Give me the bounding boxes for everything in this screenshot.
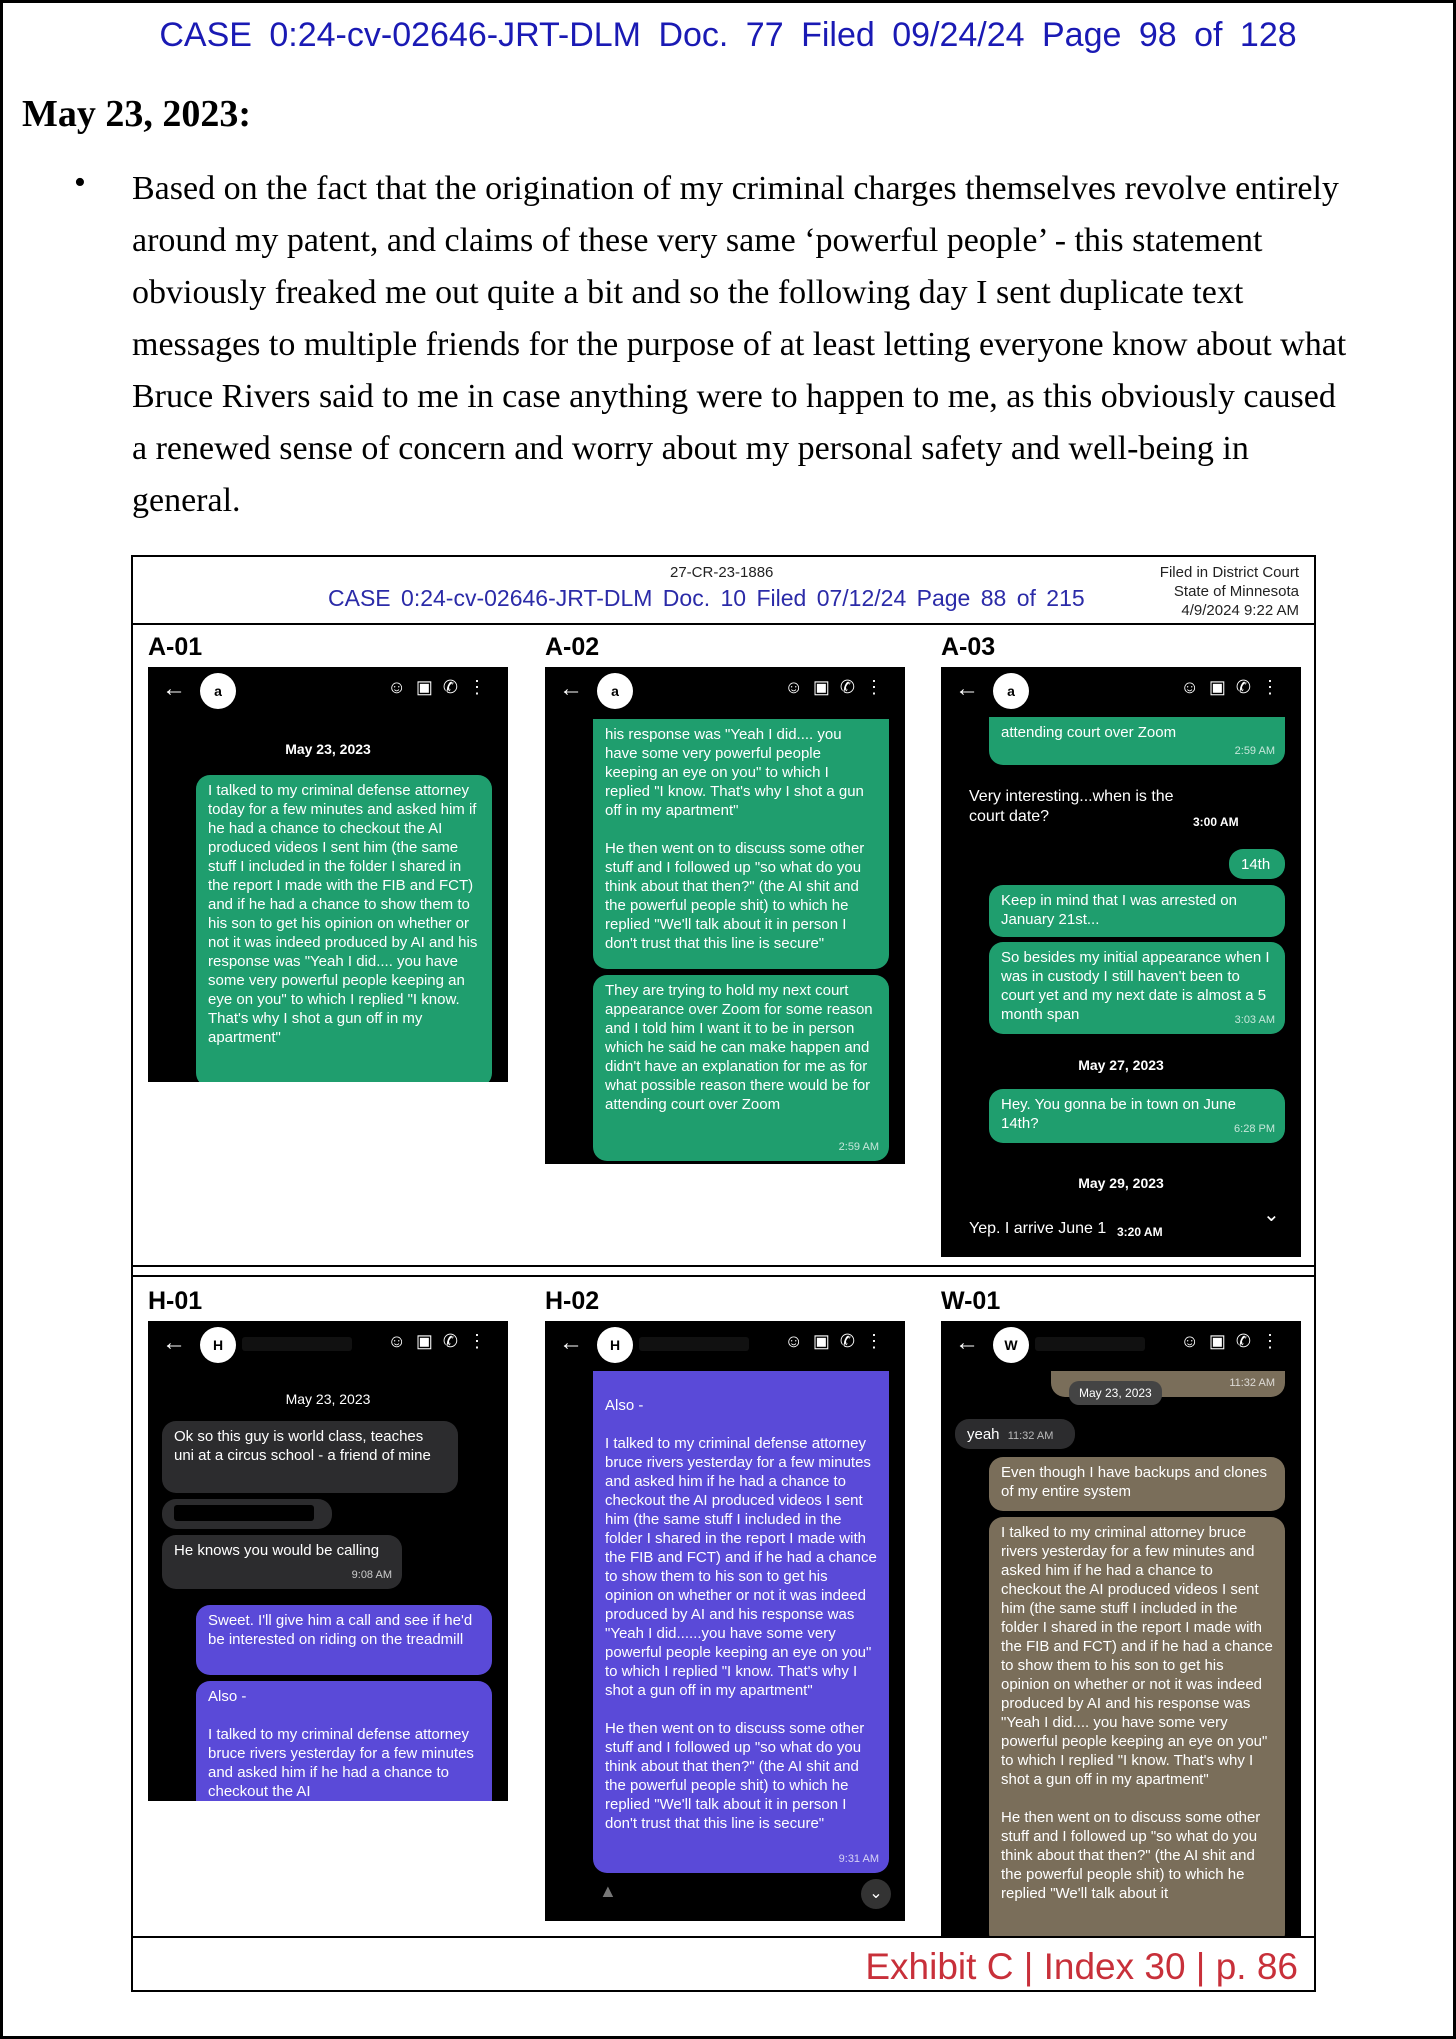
screenshot-h02 xyxy=(545,1321,905,1921)
message-text: They are trying to hold my next court appearance over Zoom for some reason and I told him I want it to be in person which he said he can make happen and didn't have an explanation for me as for what possible reason there would be for attending court over Zoom xyxy=(605,982,873,1113)
paragraph-line: Bruce Rivers said to me in case anything were to happen to me, as this obviously caused xyxy=(132,378,1336,415)
received-message: Yep. I arrive June 1 xyxy=(969,1220,1107,1237)
redacted-name xyxy=(1035,1337,1145,1351)
chat-topbar xyxy=(148,1321,508,1369)
message-bubble xyxy=(989,717,1285,765)
panel-label: A-01 xyxy=(148,633,203,661)
back-arrow-icon: ← xyxy=(162,675,186,702)
avatar: H xyxy=(200,1327,236,1363)
screenshot-h01 xyxy=(148,1321,508,1801)
call-icons: ☺▣✆⋮ xyxy=(784,677,893,697)
chat-topbar xyxy=(148,667,508,715)
message-text: So besides my initial appearance when I was in custody I still haven't been to court yet and my next date is almost a 5 month span xyxy=(1001,949,1270,1023)
paragraph-line: general. xyxy=(132,482,241,519)
message-bubble xyxy=(989,1089,1285,1143)
call-icons: ☺▣✆⋮ xyxy=(387,677,496,697)
avatar: H xyxy=(597,1327,633,1363)
paragraph-line: a renewed sense of concern and worry about my personal safety and well-being in xyxy=(132,430,1249,467)
message-bubble: Keep in mind that I was arrested on January 21st... xyxy=(989,885,1285,937)
panel-label: H-01 xyxy=(148,1287,203,1315)
exhibit-footer xyxy=(133,1940,1314,1992)
exhibit-index-label: Exhibit C | Index 30 | p. 86 xyxy=(865,1946,1298,1987)
message-time: 9:08 AM xyxy=(351,1569,392,1581)
paragraph-line: Based on the fact that the origination of my criminal charges themselves revolve entirely xyxy=(132,170,1339,207)
back-arrow-icon: ← xyxy=(955,675,979,702)
scroll-down-icon[interactable]: ⌄ xyxy=(1263,1204,1280,1226)
message-time: 9:31 AM xyxy=(838,1853,879,1865)
date-separator: May 27, 2023 xyxy=(1078,1057,1164,1073)
exhibit-image xyxy=(131,555,1316,1992)
chat-topbar xyxy=(941,667,1301,715)
redacted-message xyxy=(162,1499,332,1529)
screenshot-a03 xyxy=(941,667,1301,1257)
paragraph-line: around my patent, and claims of these very same ‘powerful people’ - this statement xyxy=(132,222,1263,259)
received-message: Very interesting...when is the court date? xyxy=(969,788,1174,825)
avatar: W xyxy=(993,1327,1029,1363)
redacted-name xyxy=(639,1337,749,1351)
screenshot-a02 xyxy=(545,667,905,1164)
panel-label: A-02 xyxy=(545,633,600,661)
message-time: 2:59 AM xyxy=(838,1141,879,1153)
exhibit-case-line: CASE 0:24-cv-02646-JRT-DLM Doc. 10 Filed 07/12/24 Page 88 of 215 xyxy=(328,585,1085,611)
case-header: CASE 0:24-cv-02646-JRT-DLM Doc. 77 Filed 09/24/24 Page 98 of 128 xyxy=(159,16,1297,54)
date-separator: May 23, 2023 xyxy=(285,1391,371,1407)
message-time: 11:32 AM xyxy=(1229,1377,1275,1389)
body-paragraph xyxy=(132,163,1432,527)
message-bubble xyxy=(593,1371,889,1873)
message-text: attending court over Zoom xyxy=(1001,724,1177,741)
message-bubble xyxy=(989,942,1285,1034)
chat-topbar xyxy=(545,1321,905,1369)
redacted-name xyxy=(242,1337,352,1351)
filed-stamp xyxy=(1099,563,1299,620)
message-text: He knows you would be calling xyxy=(174,1542,380,1559)
bullet-marker: • xyxy=(74,164,86,201)
avatar: a xyxy=(200,673,236,709)
message-bubble: his response was "Yeah I did.... you have some very powerful people keeping an eye on you" to which I replied "I know. That's why I shot a gun off in my apartment" He then went on to discuss some other stuff and I followed up "so what do you think about that then?" (the AI shit and the powerful people shit) to which he replied "We'll talk about it in person I don't trust that this line is secure" xyxy=(593,719,889,969)
message-text: yeah xyxy=(967,1426,1000,1443)
message-time: 2:59 AM xyxy=(1234,745,1275,757)
thumbs-up-icon[interactable]: ▲ xyxy=(599,1881,617,1901)
call-icons: ☺▣✆⋮ xyxy=(784,1331,893,1351)
filed-line: Filed in District Court xyxy=(1159,564,1299,581)
exhibit-row-b xyxy=(133,1275,1314,1938)
back-arrow-icon: ← xyxy=(559,675,583,702)
back-arrow-icon: ← xyxy=(955,1329,979,1356)
paragraph-line: messages to multiple friends for the purpose of at least letting everyone know about what xyxy=(132,326,1347,363)
message-bubble: Ok so this guy is world class, teaches uni at a circus school - a friend of mine xyxy=(162,1421,458,1493)
message-bubble: Even though I have backups and clones of my entire system xyxy=(989,1457,1285,1511)
exhibit-row-a xyxy=(133,627,1314,1267)
date-separator: May 23, 2023 xyxy=(1069,1381,1162,1405)
message-time: 3:03 AM xyxy=(1234,1014,1275,1026)
avatar: a xyxy=(993,673,1029,709)
screenshot-a01 xyxy=(148,667,508,1082)
message-bubble: I talked to my criminal defense attorney today for a few minutes and asked him if he had a chance to checkout the AI produced videos I sent him (the same stuff I included in the folder I shared in the report I made with the FIB and FCT) and if he had a chance to show them to his son to get his opinion on whether or not it was indeed produced by AI and his response was "Yeah I did.... you have some very powerful people keeping an eye on you" to which I replied "I know. That's why I shot a gun off in my apartment" xyxy=(196,775,492,1082)
message-time: 11:32 AM xyxy=(1007,1430,1054,1442)
message-text: Also - I talked to my criminal defense attorney bruce rivers yesterday for a few minutes and asked him if he had a chance to checkout the AI produced videos I sent him (the same stuff I included in the folder I shared in the report I made with the FIB and FCT) and if he had a chance to show them to his son to get his opinion on whether or not it was indeed produced by AI and his response was "Yeah I did......you have some very powerful people keeping an eye on you" to which I replied "I know. That's why I shot a gun off in my apartment" He then went on to discuss some other stuff and I followed up "so what do you think about that then?" (the AI shit and the powerful people shit) to which he replied "We'll talk about it in person I don't trust that this line is secure" xyxy=(605,1397,877,1832)
chat-topbar xyxy=(545,667,905,715)
back-arrow-icon: ← xyxy=(559,1329,583,1356)
message-bubble xyxy=(162,1535,402,1589)
paragraph-line: obviously freaked me out quite a bit and so the following day I sent duplicate text xyxy=(132,274,1244,311)
state-case-number: 27-CR-23-1886 xyxy=(670,564,774,581)
chat-topbar xyxy=(941,1321,1301,1369)
redaction-bar xyxy=(174,1505,314,1521)
message-text: Hey. You gonna be in town on June 14th? xyxy=(1001,1096,1236,1132)
message-bubble: Also - I talked to my criminal defense attorney bruce rivers yesterday for a few minutes and asked him if he had a chance to checkout the AI xyxy=(196,1681,492,1801)
filed-line: 4/9/2024 9:22 AM xyxy=(1181,602,1299,619)
filed-line: State of Minnesota xyxy=(1173,583,1299,600)
date-separator: May 29, 2023 xyxy=(1078,1175,1164,1191)
call-icons: ☺▣✆⋮ xyxy=(387,1331,496,1351)
message-bubble xyxy=(955,1419,1075,1449)
message-bubble: I talked to my criminal attorney bruce rivers yesterday for a few minutes and asked him if he had a chance to checkout the AI produced videos I sent him (the same stuff I included in the folder I shared in the report I made with the FIB and FCT) and if he had a chance to show them to his son to get his opinion on whether or not it was indeed produced by AI and his response was "Yeah I did.... you have some very powerful people keeping an eye on you" to which I replied "I know. That's why I shot a gun off in my apartment" He then went on to discuss some other stuff and I followed up "so what do you think about that then?" (the AI shit and the powerful people shit) to which he replied "We'll talk about it xyxy=(989,1517,1285,1936)
panel-label: H-02 xyxy=(545,1287,600,1315)
scroll-down-icon[interactable]: ⌄ xyxy=(861,1879,891,1909)
message-time: 3:20 AM xyxy=(1117,1225,1163,1239)
call-icons: ☺▣✆⋮ xyxy=(1180,1331,1289,1351)
message-time: 3:00 AM xyxy=(1193,815,1239,829)
date-separator: May 23, 2023 xyxy=(285,741,371,757)
avatar: a xyxy=(597,673,633,709)
panel-label: W-01 xyxy=(941,1287,1001,1315)
call-icons: ☺▣✆⋮ xyxy=(1180,677,1289,697)
message-bubble xyxy=(593,975,889,1161)
message-bubble: 14th xyxy=(1229,849,1285,879)
message-bubble: Sweet. I'll give him a call and see if he'd be interested on riding on the treadmill xyxy=(196,1605,492,1675)
message-time: 6:28 PM xyxy=(1234,1123,1275,1135)
date-heading: May 23, 2023: xyxy=(22,93,252,135)
panel-label: A-03 xyxy=(941,633,996,661)
screenshot-w01 xyxy=(941,1321,1301,1936)
back-arrow-icon: ← xyxy=(162,1329,186,1356)
exhibit-header xyxy=(133,557,1314,625)
